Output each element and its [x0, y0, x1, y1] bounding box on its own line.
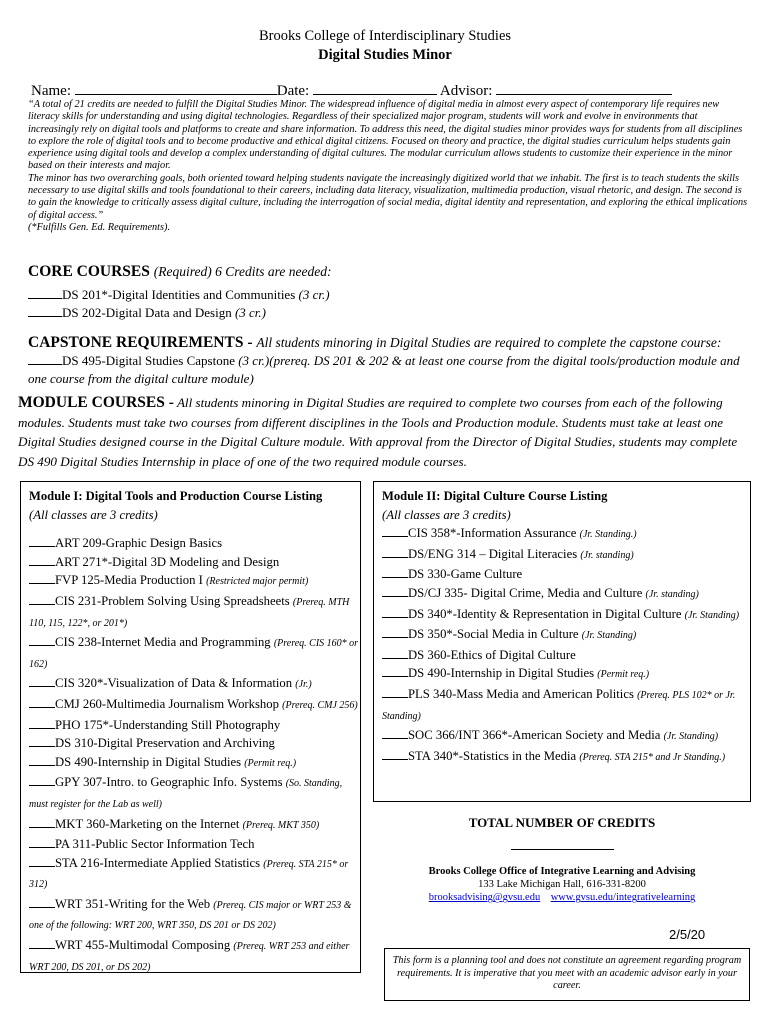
course-note: (Prereq. CMJ 256) — [282, 699, 358, 711]
module-1-subtitle-text: (All classes are 3 credits) — [29, 507, 158, 522]
course-name: GPY 307-Intro. to Geographic Info. Systems — [55, 775, 283, 790]
advisor-field[interactable] — [496, 80, 672, 95]
checkoff-blank[interactable] — [29, 773, 55, 786]
checkoff-blank[interactable] — [28, 352, 62, 365]
module1-item[interactable] — [29, 936, 360, 977]
module1-item[interactable] — [29, 895, 360, 936]
course-note: (3 cr.) — [234, 305, 266, 320]
checkoff-blank[interactable] — [29, 815, 55, 828]
module2-item[interactable] — [382, 605, 750, 626]
checkoff-blank[interactable] — [382, 726, 408, 739]
course-name: WRT 455-Multimodal Composing — [55, 938, 231, 953]
college-name: Brooks College of Interdisciplinary Studies — [258, 28, 512, 44]
module1-item[interactable] — [29, 695, 360, 716]
module-1-box — [20, 481, 361, 973]
office-address: 133 Lake Michigan Hall, 616-331-8200 — [478, 879, 646, 891]
course-note: (Prereq. CIS major or WRT 253 & one of the following: WRT 200, WRT 350, DS 201 or DS 202) — [29, 899, 352, 932]
checkoff-blank[interactable] — [29, 571, 55, 584]
module2-item[interactable] — [382, 685, 750, 726]
module1-item[interactable] — [29, 553, 360, 572]
intro-text — [28, 99, 748, 234]
core-heading-text: CORE COURSES — [28, 263, 150, 280]
checkoff-blank[interactable] — [382, 565, 408, 578]
total-credits-label: TOTAL NUMBER OF CREDITS — [468, 815, 656, 830]
checkoff-blank[interactable] — [382, 605, 408, 618]
course-name: DS/CJ 335- Digital Crime, Media and Culture — [408, 585, 643, 600]
module1-item[interactable] — [29, 835, 360, 854]
checkoff-blank[interactable] — [382, 664, 408, 677]
course-name: STA 216-Intermediate Applied Statistics — [55, 855, 261, 870]
checkoff-blank[interactable] — [29, 553, 55, 566]
module-heading: MODULE COURSES - — [18, 394, 174, 411]
core-item-ds201[interactable] — [28, 286, 748, 304]
course-name: DS 330-Game Culture — [408, 567, 523, 582]
office-name: Brooks College Office of Integrative Learning and Advising — [428, 866, 696, 877]
capstone-heading — [28, 334, 748, 352]
capstone-subheading: All students minoring in Digital Studies are required to complete the capstone course: — [256, 335, 722, 350]
course-name: CIS 358*-Information Assurance — [408, 526, 577, 541]
course-note: (Permit req.) — [597, 669, 650, 681]
course-note: (Jr. Standing.) — [579, 529, 637, 541]
course-name: DS 350*-Social Media in Culture — [408, 627, 579, 642]
course-note: (Jr.) — [295, 679, 312, 691]
course-name: DS 495-Digital Studies Capstone — [62, 353, 235, 368]
course-name: DS 202-Digital Data and Design — [62, 305, 232, 320]
advising-office — [373, 865, 751, 905]
checkoff-blank[interactable] — [382, 625, 408, 638]
capstone-heading-text: CAPSTONE REQUIREMENTS - — [28, 334, 253, 351]
module1-item[interactable] — [29, 674, 360, 695]
module1-item[interactable] — [29, 571, 360, 592]
module1-item[interactable] — [29, 592, 360, 633]
checkoff-blank[interactable] — [29, 734, 55, 747]
module1-item[interactable] — [29, 734, 360, 753]
course-name: PHO 175*-Understanding Still Photography — [55, 717, 281, 732]
intro-paragraph-2: The minor has two overarching goals, both oriented toward helping students navigate the increasingly digitized world that we inhabit. The first is to teach students the skills necessary to use digital skills and tools foundational to their careers, including data literacy, visualization, multimedia production, visual rhetoric, and design. The second is to gain the knowledge to critically assess digital culture, including the interrogation of social media, digital identity and representation, and exploring the ethical implications of digital access.” — [28, 172, 748, 221]
module-2-subtitle-text: (All classes are 3 credits) — [382, 507, 511, 522]
course-note: (Prereq. WRT 253 and either WRT 200, DS 201, or DS 202) — [29, 941, 350, 973]
course-name: CIS 238-Internet Media and Programming — [55, 635, 271, 650]
name-label: Name: — [31, 83, 71, 99]
module-courses-section — [18, 393, 753, 471]
module1-item[interactable] — [29, 854, 360, 895]
course-note: (Jr. Standing) — [663, 731, 719, 743]
checkoff-blank[interactable] — [29, 695, 55, 708]
module1-item[interactable] — [29, 815, 360, 836]
course-note: (Restricted major permit) — [206, 576, 309, 588]
checkoff-blank[interactable] — [29, 633, 55, 646]
capstone-section — [28, 334, 748, 388]
course-name: ART 271*-Digital 3D Modeling and Design — [55, 554, 280, 569]
module2-item[interactable] — [382, 524, 750, 545]
module1-item[interactable] — [29, 753, 360, 774]
date-field[interactable] — [313, 80, 437, 95]
student-info-row — [31, 80, 751, 100]
core-item-ds202[interactable] — [28, 304, 748, 322]
checkoff-blank[interactable] — [29, 895, 55, 908]
checkoff-blank[interactable] — [382, 747, 408, 760]
module-1-title: Module I: Digital Tools and Production Course Listing — [29, 489, 323, 503]
course-note: (Prereq. STA 215* or 312) — [29, 858, 349, 891]
course-name: FVP 125-Media Production I — [55, 573, 203, 588]
course-name: CMJ 260-Multimedia Journalism Workshop — [55, 696, 279, 711]
course-name: DS 340*-Identity & Representation in Digital Culture — [408, 606, 682, 621]
advisor-label: Advisor: — [439, 83, 493, 99]
module-1-content — [21, 482, 360, 977]
document-title: Digital Studies Minor — [318, 47, 452, 63]
course-name: WRT 351-Writing for the Web — [55, 896, 211, 911]
total-credits-field[interactable] — [511, 849, 614, 850]
checkoff-blank[interactable] — [382, 646, 408, 659]
office-email-link[interactable]: brooksadvising@gvsu.edu — [428, 892, 541, 904]
course-note: (Prereq. CIS 160* or 162) — [29, 638, 359, 670]
course-name: SOC 366/INT 366*-American Society and Media — [408, 728, 661, 743]
course-name: CIS 231-Problem Solving Using Spreadsheets — [55, 593, 290, 608]
checkoff-blank[interactable] — [28, 304, 62, 317]
capstone-item-ds495[interactable] — [28, 352, 748, 388]
module-2-content — [374, 482, 750, 767]
course-note: (Prereq. STA 215* and Jr Standing.) — [579, 751, 726, 763]
checkoff-blank[interactable] — [28, 286, 62, 299]
module1-item[interactable] — [29, 773, 360, 814]
checkoff-blank[interactable] — [29, 835, 55, 848]
course-name: ART 209-Graphic Design Basics — [55, 536, 223, 551]
course-name: DS 490-Internship in Digital Studies — [55, 754, 242, 769]
course-name: DS 201*-Digital Identities and Communities — [62, 287, 296, 302]
module2-item[interactable] — [382, 747, 750, 768]
core-heading — [28, 263, 748, 281]
gen-ed-note: (*Fulfills Gen. Ed. Requirements). — [28, 221, 171, 233]
module-2-box — [373, 481, 751, 802]
module2-item[interactable] — [382, 565, 750, 584]
checkoff-blank[interactable] — [382, 524, 408, 537]
core-subheading: (Required) 6 Credits are needed: — [153, 264, 332, 279]
course-name: PA 311-Public Sector Information Tech — [55, 837, 255, 852]
checkoff-blank[interactable] — [382, 685, 408, 698]
module-2-title: Module II: Digital Culture Course Listing — [382, 489, 608, 503]
spacer — [29, 524, 360, 534]
office-website-link[interactable]: www.gvsu.edu/integrativelearning — [550, 892, 696, 904]
checkoff-blank[interactable] — [29, 854, 55, 867]
course-name: DS/ENG 314 – Digital Literacies — [408, 546, 578, 561]
module2-item[interactable] — [382, 545, 750, 566]
checkoff-blank[interactable] — [29, 716, 55, 729]
course-note: (Jr. standing) — [645, 588, 699, 600]
course-name: DS 310-Digital Preservation and Archiving — [55, 736, 275, 751]
checkoff-blank[interactable] — [382, 584, 408, 597]
module1-item[interactable] — [29, 716, 360, 735]
course-note: (Prereq. PLS 102* or Jr. Standing) — [382, 689, 736, 722]
course-name: PLS 340-Mass Media and American Politics — [408, 686, 634, 701]
course-name: DS 490-Internship in Digital Studies — [408, 666, 595, 681]
module2-item[interactable] — [382, 664, 750, 685]
course-note: (So. Standing, must register for the Lab as well) — [29, 778, 343, 810]
module-instructions: All students minoring in Digital Studies are required to complete two courses from each of the following modules. Students must take two courses from different disciplines in the Tools and Production module. Students must take at least one Digital Studies designed course in the Digital Culture module. With approval from the Director of Digital Studies, students may complete DS 490 Digital Studies Internship in place of one of the two required module courses. — [18, 395, 738, 469]
course-note: (Jr. standing) — [580, 549, 634, 561]
course-note: (Prereq. MKT 350) — [242, 819, 320, 831]
course-note: (3 cr.)(prereq. DS 201 & 202 & at least one course from the digital tools/production module and one course from the digital culture module) — [28, 353, 740, 386]
module2-item[interactable] — [382, 646, 750, 665]
course-name: DS 360-Ethics of Digital Culture — [408, 647, 576, 662]
module1-item[interactable] — [29, 534, 360, 553]
course-note: (Prereq. MTH 110, 115, 122*, or 201*) — [29, 596, 350, 629]
intro-paragraph-1: “A total of 21 credits are needed to fulfill the Digital Studies Minor. The widespread influence of digital media in almost every aspect of contemporary life requires new literacy skills for understanding and using digital technologies. Regardless of their specialized major program, students will work and evolve in environments that increasingly rely on digital tools and platforms to create and share information. To address this need, the digital studies minor provides ways for students from all disciplines to explore the role of digital tools and to become productive and ethical digital citizens. Focused on theory and practice, the digital studies curriculum helps students gain experience using digital tools and develop a complex understanding of digital cultures. The modular curriculum allows students to customize their experience in the minor based on their interests and major. — [28, 99, 743, 172]
checkoff-blank[interactable] — [29, 674, 55, 687]
checkoff-blank[interactable] — [382, 545, 408, 558]
course-name: CIS 320*-Visualization of Data & Information — [55, 676, 293, 691]
course-note: (Jr. Standing) — [684, 609, 740, 621]
checkoff-blank[interactable] — [29, 534, 55, 547]
checkoff-blank[interactable] — [29, 936, 55, 949]
checkoff-blank[interactable] — [29, 753, 55, 766]
course-note: (3 cr.) — [298, 287, 330, 302]
module1-item[interactable] — [29, 633, 360, 674]
checkoff-blank[interactable] — [29, 592, 55, 605]
core-courses-section — [28, 263, 748, 322]
revision-date: 2/5/20 — [669, 927, 706, 942]
course-name: STA 340*-Statistics in the Media — [408, 748, 577, 763]
date-label: Date: — [276, 83, 310, 99]
module2-item[interactable] — [382, 584, 750, 605]
course-note: (Permit req.) — [244, 757, 297, 769]
module2-item[interactable] — [382, 625, 750, 646]
disclaimer-box: This form is a planning tool and does not constitute an agreement regarding program requirements. It is imperative that you meet with an academic advisor early in your career. — [384, 948, 750, 1001]
module-2-subtitle — [382, 506, 750, 525]
name-field[interactable] — [75, 80, 277, 95]
module-1-subtitle — [29, 506, 360, 525]
course-name: MKT 360-Marketing on the Internet — [55, 816, 240, 831]
module2-item[interactable] — [382, 726, 750, 747]
course-note: (Jr. Standing) — [581, 630, 637, 642]
